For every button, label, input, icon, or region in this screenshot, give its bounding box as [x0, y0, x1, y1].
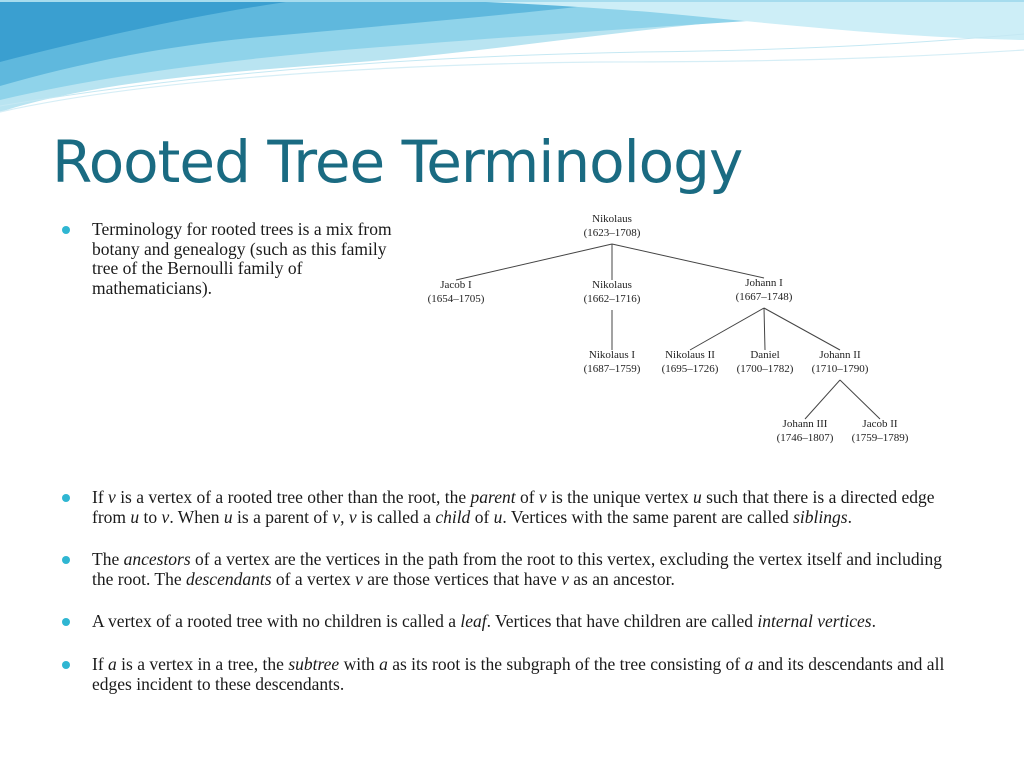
- tree-edge-n0-n1: [456, 244, 612, 280]
- tree-node-dates: (1623–1708): [583, 227, 641, 239]
- tree-node-dates: (1654–1705): [427, 293, 485, 305]
- tree-edge-n7-n9: [840, 380, 880, 419]
- bullet-text-segment: v: [348, 506, 357, 527]
- bullet-text-segment: a: [744, 654, 754, 674]
- bullet-text-segment: . When: [169, 506, 224, 527]
- tree-node-dates: (1759–1789): [851, 432, 909, 444]
- tree-edge-n7-n8: [805, 380, 840, 419]
- bullet-text-segment: .: [871, 611, 876, 631]
- bullet-text-segment: u: [130, 506, 140, 527]
- bullet-text-segment: of a vertex are the vertices in the path from the root to this vertex, excluding the vertex itself and including the root. The: [92, 549, 942, 589]
- bullet-text-segment: leaf: [460, 611, 487, 631]
- tree-node-n8: [777, 417, 834, 445]
- bullet-text-segment: of: [470, 506, 494, 527]
- family-tree-edges: [423, 212, 913, 445]
- bullet-text-segment: is a parent of: [232, 506, 333, 527]
- bullet-text-segment: is called a: [356, 506, 436, 527]
- bullet-ancestors: [92, 550, 952, 589]
- bullet-text-segment: v: [332, 506, 341, 527]
- tree-node-n4: [584, 348, 641, 376]
- bullet-text-segment: to: [139, 506, 162, 527]
- bullet-text-segment: and its descendants and all edges incident to these descendants.: [92, 654, 945, 694]
- tree-node-n3: [736, 276, 793, 304]
- bullet-text-segment: ancestors: [123, 549, 191, 569]
- header-wave-decoration: [0, 0, 1024, 130]
- bullet-text-segment: The: [92, 549, 124, 569]
- bullet-text-segment: is a vertex of a rooted tree other than the root, the: [115, 487, 471, 507]
- bullet-text-segment: descendants: [185, 568, 272, 589]
- bullet-text-segment: is the unique vertex: [546, 487, 693, 507]
- bullet-text-segment: internal vertices: [757, 611, 872, 631]
- bullet-text-segment: v: [538, 487, 547, 507]
- tree-edge-n3-n6: [764, 308, 765, 350]
- tree-node-dates: (1700–1782): [736, 363, 794, 375]
- bullet-text-segment: If: [92, 487, 109, 507]
- bullet-text-segment: . Vertices that have children are called: [486, 611, 758, 631]
- bullet-text-segment: If: [92, 654, 109, 674]
- bullet-text-segment: u: [493, 506, 503, 527]
- tree-node-n6: [737, 348, 794, 376]
- tree-node-dates: (1662–1716): [583, 293, 641, 305]
- bullet-leaf: [92, 612, 952, 632]
- bullet-text-segment: is a vertex in a tree, the: [116, 654, 289, 674]
- tree-edge-n0-n3: [612, 244, 764, 278]
- bullet-text-segment: u: [223, 506, 233, 527]
- tree-node-name: Johann II: [819, 349, 861, 361]
- tree-node-dates: (1710–1790): [811, 363, 869, 375]
- bullet-subtree: [92, 655, 952, 694]
- slide-title: Rooted Tree Terminology: [52, 128, 743, 196]
- bullet-text-segment: u: [692, 487, 702, 507]
- tree-node-dates: (1746–1807): [776, 432, 834, 444]
- bullet-text-segment: siblings: [793, 506, 848, 527]
- tree-node-n1: [428, 278, 485, 306]
- tree-node-name: Nikolaus: [592, 279, 632, 291]
- bullet-text-segment: .: [847, 506, 852, 527]
- bullet-text-segment: as its root is the subgraph of the tree consisting of: [387, 654, 745, 674]
- tree-edge-n3-n7: [764, 308, 840, 350]
- bullet-text-segment: parent: [470, 487, 516, 507]
- bullet-text-segment: with: [339, 654, 380, 674]
- tree-node-n5: [662, 348, 719, 376]
- bullet-text-segment: a: [379, 654, 388, 674]
- tree-node-dates: (1695–1726): [661, 363, 719, 375]
- bullet-text-segment: v: [355, 568, 363, 589]
- tree-node-name: Nikolaus II: [665, 349, 715, 361]
- bullet-text-segment: A vertex of a rooted tree with no children is called a: [92, 611, 461, 631]
- tree-node-n7: [812, 348, 869, 376]
- tree-node-name: Daniel: [750, 349, 780, 361]
- bullet-text-segment: of a vertex: [271, 568, 356, 589]
- tree-node-name: Nikolaus I: [588, 349, 636, 361]
- bullet-text-segment: a: [108, 654, 117, 674]
- tree-node-name: Jacob II: [862, 418, 898, 430]
- tree-node-name: Jacob I: [440, 279, 472, 291]
- bullet-text-segment: . Vertices with the same parent are called: [502, 506, 794, 527]
- tree-node-name: Nikolaus: [592, 213, 632, 225]
- tree-node-name: Johann III: [782, 418, 828, 430]
- tree-node-n0: [584, 212, 641, 240]
- bullet-text-segment: v: [108, 487, 116, 507]
- tree-node-n9: [852, 417, 909, 445]
- tree-node-n2: [584, 278, 641, 306]
- bullet-text-segment: v: [161, 506, 170, 527]
- tree-node-dates: (1667–1748): [735, 291, 793, 303]
- bullet-text-segment: such that there is a directed edge from: [92, 487, 935, 527]
- tree-node-dates: (1687–1759): [583, 363, 641, 375]
- bullet-text-segment: as an ancestor.: [568, 568, 675, 589]
- intro-bullet: Terminology for rooted trees is a mix from botany and genealogy (such as this family tree of the Bernoulli family of mathematicians).: [92, 219, 392, 298]
- bullet-text-segment: ,: [340, 506, 349, 527]
- bullet-text-segment: child: [435, 506, 471, 527]
- bullet-text-segment: subtree: [288, 654, 340, 674]
- bullet-parent-child: [92, 488, 952, 527]
- bullet-text-segment: v: [561, 568, 569, 589]
- bullet-text-segment: of: [515, 487, 539, 507]
- tree-node-name: Johann I: [745, 277, 783, 289]
- tree-edge-n3-n5: [690, 308, 764, 350]
- bullet-text-segment: are those vertices that have: [362, 568, 562, 589]
- family-tree-figure: [423, 212, 913, 445]
